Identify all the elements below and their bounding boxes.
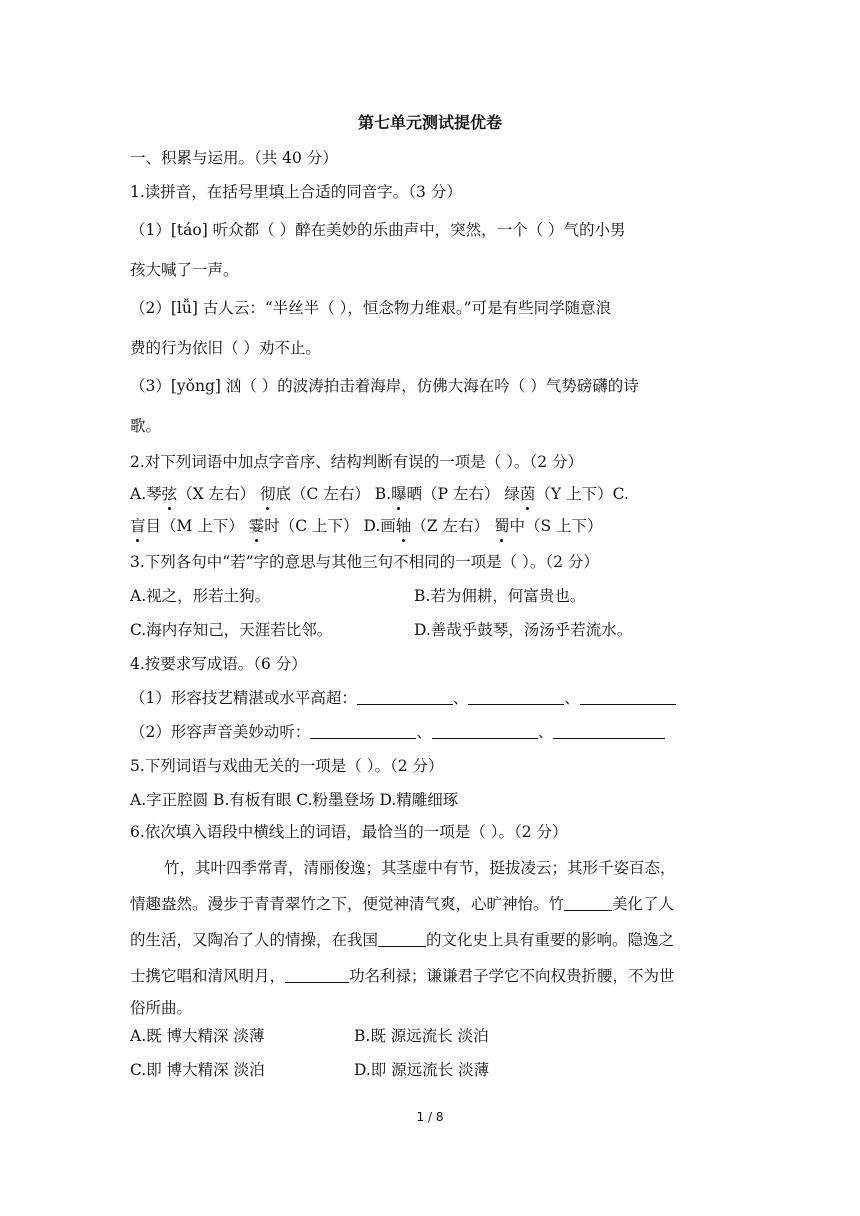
question-2-options-line1 bbox=[130, 484, 629, 504]
answer-blank[interactable] bbox=[310, 724, 416, 739]
question-6-option-a: A.既 博大精深 淡薄 bbox=[130, 1027, 265, 1045]
dotted-char: 霎 bbox=[248, 517, 265, 535]
passage-text: 功名利禄；谦谦君子学它不向权贵折腰，不为世 bbox=[349, 967, 675, 985]
answer-blank[interactable] bbox=[378, 932, 426, 947]
passage-text: 士携它唱和清风明月， bbox=[130, 967, 286, 985]
q2-text: （Y 上下）C. bbox=[535, 485, 629, 503]
q2-text: （X 左右） bbox=[177, 485, 261, 503]
answer-blank[interactable] bbox=[357, 690, 453, 705]
question-3-stem: 3.下列各句中“若”字的意思与其他三句不相同的一项是（ ）。（2 分） bbox=[130, 553, 599, 571]
question-6-option-c: C.即 博大精深 淡泊 bbox=[130, 1061, 265, 1079]
question-5-options: A.字正腔圆 B.有板有眼 C.粉墨登场 D.精雕细琢 bbox=[130, 791, 459, 809]
passage-text: 的生活，又陶冶了人的情操，在我国 bbox=[130, 931, 379, 949]
passage-line-3 bbox=[130, 930, 674, 950]
passage-text: 美化了人 bbox=[612, 895, 675, 913]
separator: 、 bbox=[564, 689, 580, 707]
q2-text: 目（M 上下） bbox=[145, 517, 249, 535]
q1-s1-text: （1）[táo] 听众都（ ）醉在美妙的乐曲声中，突然，一个（ ）气的小男 bbox=[130, 221, 626, 239]
separator: 、 bbox=[537, 723, 554, 741]
section-heading: 一、积累与运用。（共 40 分） bbox=[130, 149, 338, 167]
question-1-sub3-line1: （3）[yǒng] 汹（ ）的波涛拍击着海岸，仿佛大海在吟（ ）气势磅礴的诗 bbox=[130, 377, 639, 395]
question-6-stem: 6.依次填入语段中横线上的词语，最恰当的一项是（ ）。（2 分） bbox=[130, 823, 568, 841]
question-4-sub1 bbox=[130, 688, 676, 708]
passage-line-1: 竹，其叶四季常青，清丽俊逸；其茎虚中有节，挺拔凌云；其形千姿百态， bbox=[164, 859, 676, 877]
question-1-sub1-line2: 孩大喊了一声。 bbox=[130, 261, 239, 279]
answer-blank[interactable] bbox=[553, 724, 665, 739]
question-1-sub2-line2: 费的行为依旧（ ）劝不止。 bbox=[130, 339, 321, 357]
dotted-char: 弦 bbox=[161, 485, 178, 503]
dotted-char: 彻 bbox=[260, 485, 276, 503]
page-number: 1 / 8 bbox=[416, 1110, 444, 1124]
answer-blank[interactable] bbox=[468, 690, 564, 705]
question-2-stem: 2.对下列词语中加点字音序、结构判断有误的一项是（ ）。（2 分） bbox=[130, 453, 584, 471]
question-3-option-a: A.视之，形若土狗。 bbox=[130, 587, 271, 605]
passage-line-5: 俗所曲。 bbox=[130, 999, 193, 1017]
passage-line-2 bbox=[130, 894, 674, 914]
question-6-option-b: B.既 源远流长 淡泊 bbox=[354, 1027, 489, 1045]
passage-line-4 bbox=[130, 966, 675, 986]
question-1-sub2-line1: （2）[lǚ] 古人云：“半丝半（ ），恒念物力维艰。”可是有些同学随意浪 bbox=[130, 299, 612, 317]
q4-s2-label: （2）形容声音美妙动听： bbox=[130, 723, 311, 741]
page-title: 第七单元测试提优卷 bbox=[357, 113, 502, 132]
question-3-option-d: D.善哉乎鼓琴，汤汤乎若流水。 bbox=[414, 621, 633, 639]
question-6-option-d: D.即 源远流长 淡薄 bbox=[354, 1061, 490, 1079]
answer-blank[interactable] bbox=[564, 896, 612, 911]
q2-text: （Z 左右） bbox=[411, 517, 494, 535]
q2-text: A.琴 bbox=[130, 485, 162, 503]
q4-s1-label: （1）形容技艺精湛或水平高超： bbox=[130, 689, 357, 707]
question-4-sub2 bbox=[130, 722, 665, 742]
q2-text: 中（S 上下） bbox=[509, 517, 603, 535]
answer-blank[interactable] bbox=[580, 690, 676, 705]
dotted-char: 曝 bbox=[391, 485, 407, 503]
dotted-char: 茵 bbox=[519, 485, 536, 503]
question-3-option-c: C.海内存知己，天涯若比邻。 bbox=[130, 621, 333, 639]
question-1-sub1-line1 bbox=[130, 220, 626, 240]
answer-blank[interactable] bbox=[432, 724, 538, 739]
q2-text: 晒（P 左右） 绿 bbox=[406, 485, 520, 503]
q2-text: 时（C 上下） D.画 bbox=[264, 517, 396, 535]
passage-text: 的文化史上具有重要的影响。隐逸之 bbox=[426, 931, 675, 949]
question-5-stem: 5.下列词语与戏曲无关的一项是（ ）。（2 分） bbox=[130, 757, 444, 775]
answer-blank[interactable] bbox=[285, 968, 349, 983]
passage-text: 情趣盎然。漫步于青青翠竹之下，便觉神清气爽，心旷神怡。竹 bbox=[130, 895, 565, 913]
q2-text: 底（C 左右） B. bbox=[275, 485, 392, 503]
separator: 、 bbox=[416, 723, 432, 741]
question-2-options-line2 bbox=[130, 516, 603, 536]
dotted-char: 盲 bbox=[130, 517, 146, 535]
dotted-char: 蜀 bbox=[493, 517, 510, 535]
separator: 、 bbox=[452, 689, 469, 707]
question-4-stem: 4.按要求写成语。（6 分） bbox=[130, 655, 307, 673]
dotted-char: 轴 bbox=[395, 517, 412, 535]
question-1-sub3-line2: 歌。 bbox=[130, 417, 162, 435]
question-1-stem: 1.读拼音，在括号里填上合适的同音字。（3 分） bbox=[130, 183, 462, 201]
question-3-option-b: B.若为佣耕，何富贵也。 bbox=[414, 587, 586, 605]
